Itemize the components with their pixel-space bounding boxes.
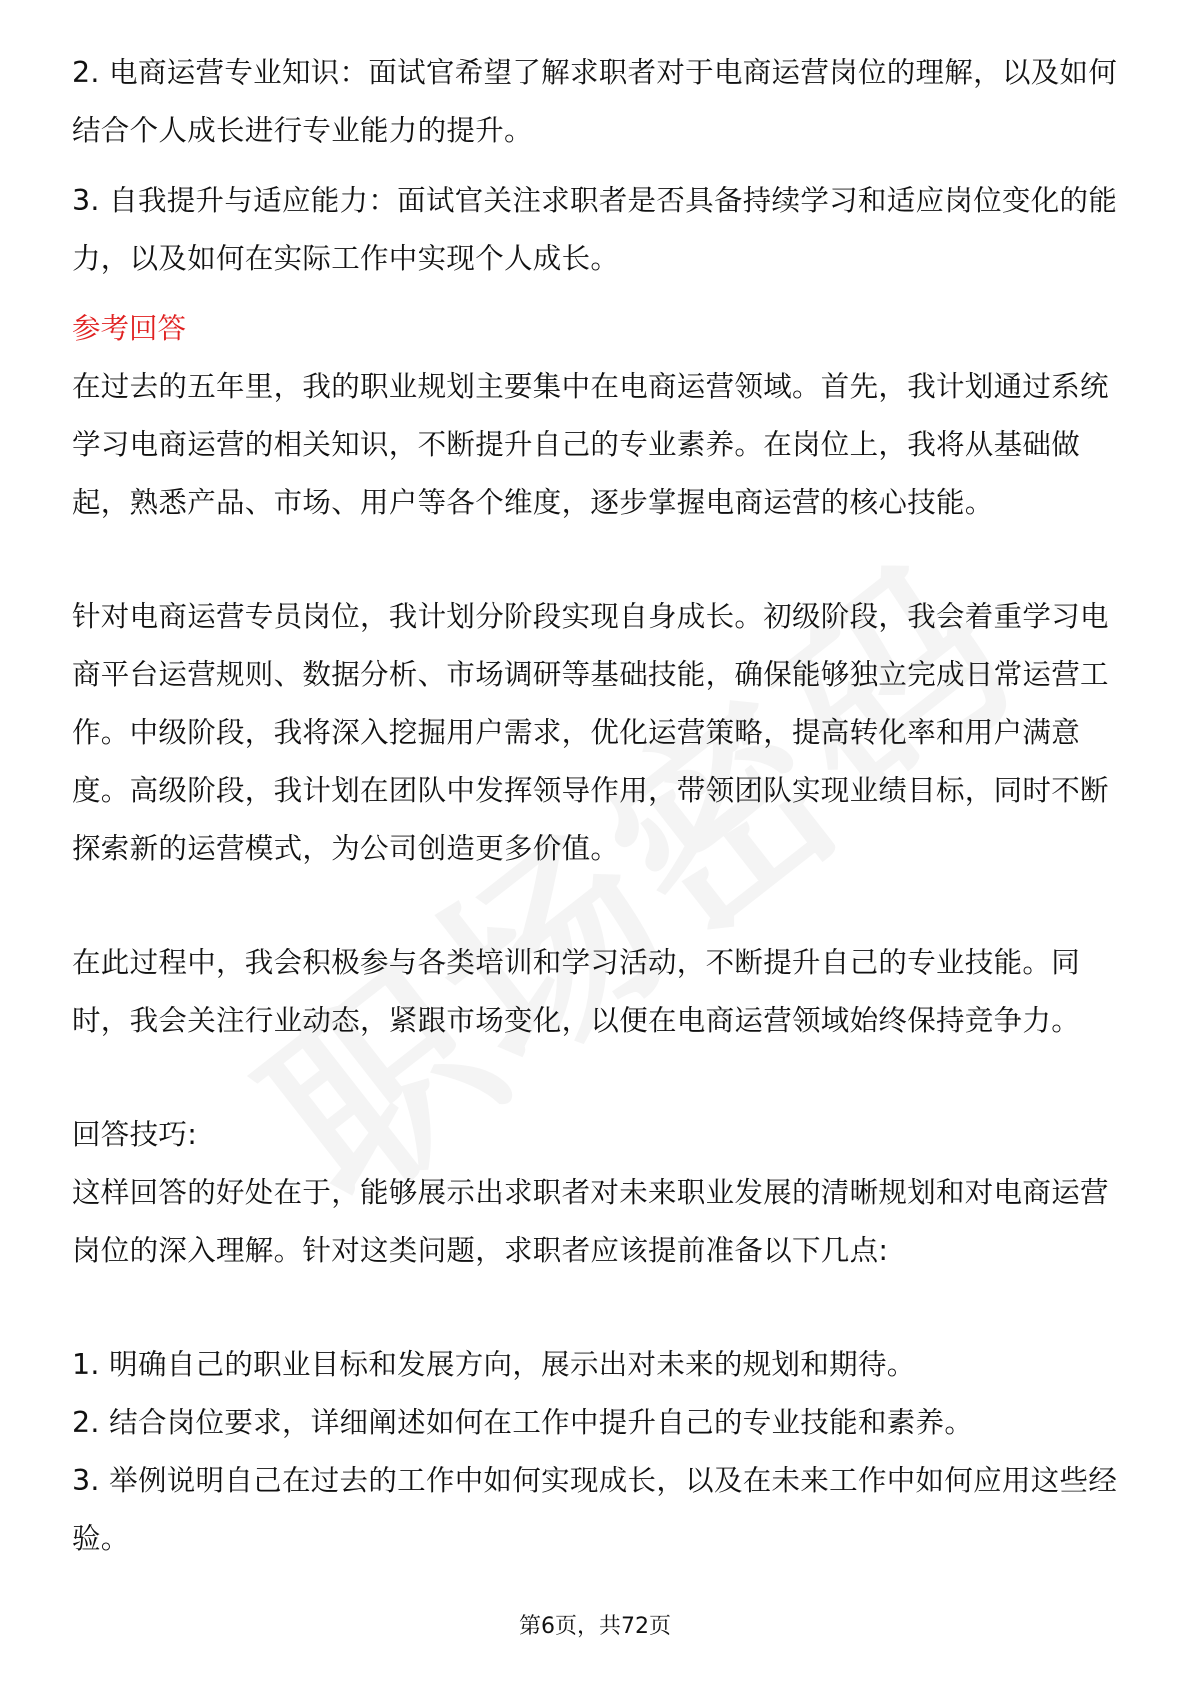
list-item: 3. 自我提升与适应能力：面试官关注求职者是否具备持续学习和适应岗位变化的能力，以及如何在实际工作中实现个人成长。 <box>72 184 1118 275</box>
list-item: 2. 电商运营专业知识：面试官希望了解求职者对于电商运营岗位的理解，以及如何结合个人成长进行专业能力的提升。 <box>72 56 1118 147</box>
answer-paragraph: 针对电商运营专员岗位，我计划分阶段实现自身成长。初级阶段，我会着重学习电商平台运营规则、数据分析、市场调研等基础技能，确保能够独立完成日常运营工作。中级阶段，我将深入挖掘用户需求，优化运营策略，提高转化率和用户满意度。高级阶段，我计划在团队中发挥领导作用，带领团队实现业绩目标，同时不断探索新的运营模式，为公司创造更多价值。 <box>72 600 1109 865</box>
answer-paragraph: 在过去的五年里，我的职业规划主要集中在电商运营领域。首先，我计划通过系统学习电商运营的相关知识，不断提升自己的专业素养。在岗位上，我将从基础做起，熟悉产品、市场、用户等各个维度，逐步掌握电商运营的核心技能。 <box>72 370 1109 519</box>
answer-heading: 参考回答 <box>72 312 187 345</box>
page-number: 第6页，共72页 <box>519 1614 671 1639</box>
tips-intro: 这样回答的好处在于，能够展示出求职者对未来职业发展的清晰规划和对电商运营岗位的深入理解。针对这类问题，求职者应该提前准备以下几点: <box>72 1176 1109 1267</box>
list-item: 1. 明确自己的职业目标和发展方向，展示出对未来的规划和期待。 <box>72 1348 916 1381</box>
list-item: 2. 结合岗位要求，详细阐述如何在工作中提升自己的专业技能和素养。 <box>72 1406 974 1439</box>
document-body <box>72 44 1120 1568</box>
tips-heading: 回答技巧: <box>72 1118 198 1151</box>
answer-paragraph: 在此过程中，我会积极参与各类培训和学习活动，不断提升自己的专业技能。同时，我会关注行业动态，紧跟市场变化，以便在电商运营领域始终保持竞争力。 <box>72 946 1081 1037</box>
list-item: 3. 举例说明自己在过去的工作中如何实现成长，以及在未来工作中如何应用这些经验。 <box>72 1464 1118 1555</box>
